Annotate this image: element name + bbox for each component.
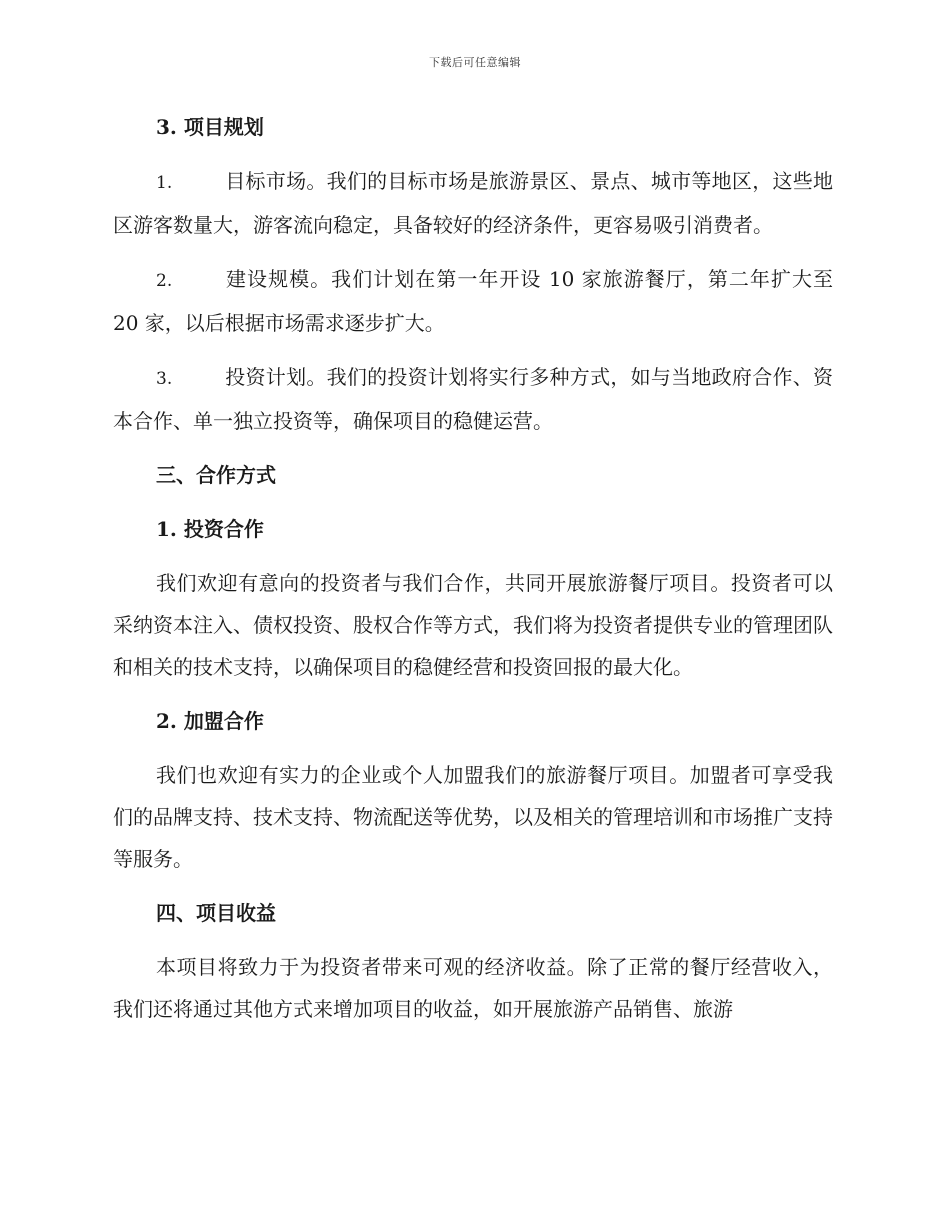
plan-item-text: 建设规模。我们计划在第一年开设 10 家旅游餐厅，第二年扩大至 20 家，以后根据市场需求逐步扩大。: [113, 267, 833, 335]
header-note: 下载后可任意编辑: [429, 56, 521, 69]
plan-item-number: 1.: [156, 173, 173, 193]
paragraph-franchise: 我们也欢迎有实力的企业或个人加盟我们的旅游餐厅项目。加盟者可享受我们的品牌支持、技术支持、物流配送等优势，以及相关的管理培训和市场推广支持等服务。: [113, 763, 833, 871]
section-heading-cooperation: 三、合作方式: [156, 463, 276, 487]
section-heading-project-plan: 3. 项目规划: [156, 115, 264, 139]
document-body: [113, 106, 833, 1042]
paragraph-revenue: 本项目将致力于为投资者带来可观的经济收益。除了正常的餐厅经营收入，我们还将通过其他方式来增加项目的收益，如开展旅游产品销售、旅游: [113, 955, 833, 1021]
subheading-franchise: 2. 加盟合作: [156, 709, 264, 733]
plan-item-number: 2.: [156, 271, 173, 291]
plan-item: [113, 258, 833, 344]
plan-item: [113, 160, 833, 246]
section-heading-revenue: 四、项目收益: [156, 901, 276, 925]
plan-item-text: 投资计划。我们的投资计划将实行多种方式，如与当地政府合作、资本合作、单一独立投资等，确保项目的稳健运营。: [113, 365, 833, 433]
paragraph-investment: 我们欢迎有意向的投资者与我们合作，共同开展旅游餐厅项目。投资者可以采纳资本注入、债权投资、股权合作等方式，我们将为投资者提供专业的管理团队和相关的技术支持，以确保项目的稳健经营和投资回报的最大化。: [113, 571, 833, 679]
plan-item: [113, 356, 833, 442]
plan-item-text: 目标市场。我们的目标市场是旅游景区、景点、城市等地区，这些地区游客数量大，游客流向稳定，具备较好的经济条件，更容易吸引消费者。: [113, 169, 833, 237]
subheading-investment: 1. 投资合作: [156, 517, 264, 541]
plan-item-number: 3.: [156, 369, 173, 389]
